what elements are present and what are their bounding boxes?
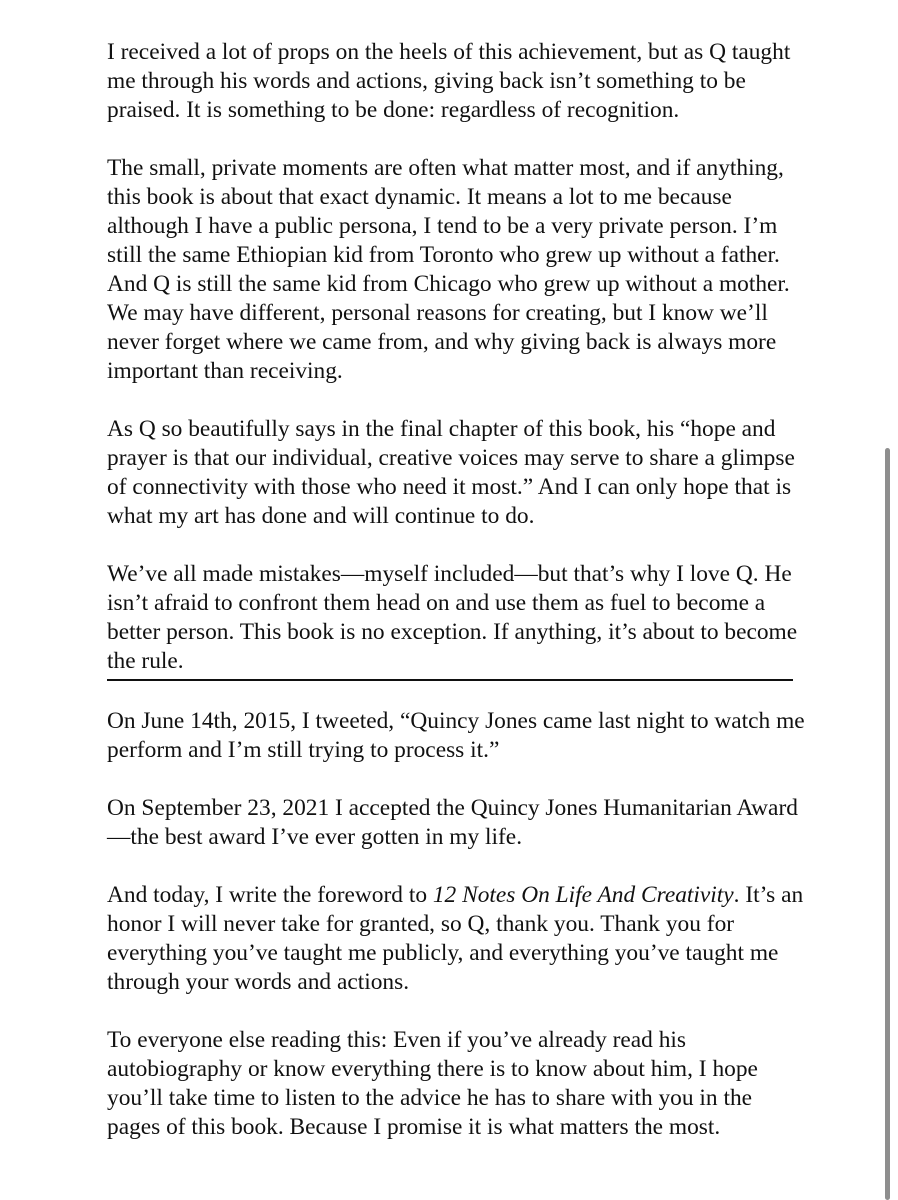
paragraph-foreword [107, 881, 807, 997]
paragraph-tweet: On June 14th, 2015, I tweeted, “Quincy Jones came last night to watch me perform and I’m still trying to process it.” [107, 708, 805, 763]
paragraph-closing: To everyone else reading this: Even if you’ve already read his autobiography or know everything there is to know about him, I hope you’ll take time to listen to the advice he has to share with you in the pages of this book. Because I promise it is what matters the most. [107, 1027, 758, 1140]
foreword-text-after: . It’s an honor I will never take for granted, so Q, thank you. Thank you for everything you’ve taught me publicly, and everything you’ve taught me through your words and actions. [107, 882, 804, 995]
paragraph-recognition: I received a lot of props on the heels of this achievement, but as Q taught me through his words and actions, giving back isn’t something to be praised. It is something to be done: regardless of recognition. [107, 39, 791, 123]
section-divider [107, 679, 793, 681]
paragraph-hope-and-prayer: As Q so beautifully says in the final chapter of this book, his “hope and prayer is that our individual, creative voices may serve to share a glimpse of connectivity with those who need it most.” And I can only hope that is what my art has done and will continue to do. [107, 416, 795, 529]
paragraph-award: On September 23, 2021 I accepted the Quincy Jones Humanitarian Award—the best award I’ve ever gotten in my life. [107, 795, 798, 850]
document-page [107, 38, 807, 1142]
scrollbar-thumb[interactable] [885, 448, 890, 1200]
book-title: 12 Notes On Life And Creativity [432, 882, 734, 908]
paragraph-mistakes: We’ve all made mistakes—myself included—but that’s why I love Q. He isn’t afraid to confront them head on and use them as fuel to become a better person. This book is no exception. If anything, it’s about to become the rule. [107, 561, 798, 674]
foreword-text-before: And today, I write the foreword to [107, 882, 433, 908]
paragraph-private-moments: The small, private moments are often what matter most, and if anything, this book is about that exact dynamic. It means a lot to me because although I have a public persona, I tend to be a very private person. I’m still the same Ethiopian kid from Toronto who grew up without a father. And Q is still the same kid from Chicago who grew up without a mother. We may have different, personal reasons for creating, but I know we’ll never forget where we came from, and why giving back is always more important than receiving. [107, 155, 790, 384]
